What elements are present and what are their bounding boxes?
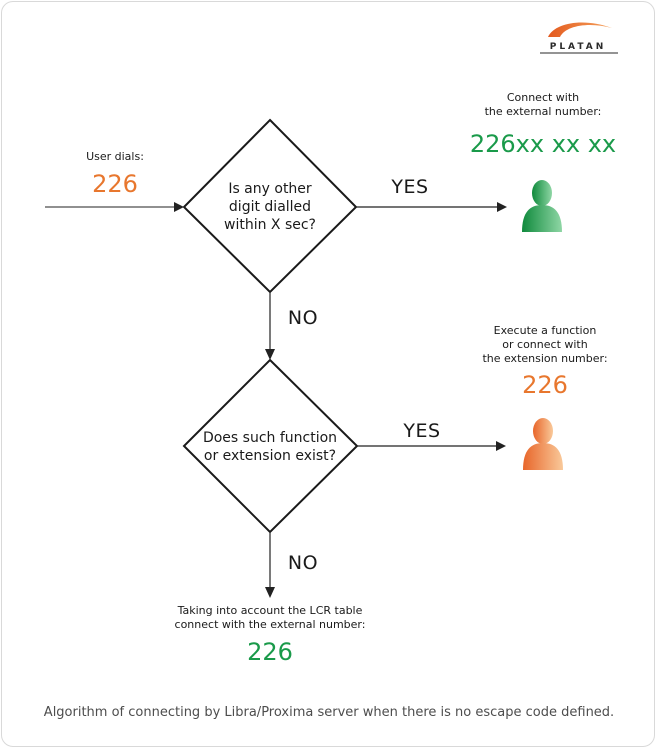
no-1-arrowhead: [265, 349, 275, 360]
decision-2-line: Does such function: [202, 430, 338, 446]
decision-1-line: within X sec?: [224, 217, 316, 233]
result-2-number: 226: [522, 371, 568, 399]
result-3-label: [160, 604, 380, 632]
no-2-arrowhead: [265, 587, 275, 598]
result-1-line: the external number:: [484, 105, 602, 118]
decision-1-line: digit dialled: [228, 199, 312, 215]
result-2-line: or connect with: [502, 338, 588, 351]
no-1-label: NO: [287, 307, 319, 329]
result-2-line: the extension number:: [482, 352, 608, 365]
result-1-line: Connect with: [506, 91, 580, 104]
decision-2-question: [193, 429, 347, 465]
green-person-icon: [522, 180, 562, 232]
result-3-line: Taking into account the LCR table: [177, 604, 363, 617]
orange-person-icon: [523, 418, 563, 470]
entry-arrowhead: [174, 202, 184, 212]
result-2-line: Execute a function: [493, 324, 597, 337]
result-3-line: connect with the external number:: [174, 618, 366, 631]
yes-2-label: YES: [403, 420, 441, 442]
result-1-number: 226xx xx xx: [469, 130, 617, 158]
result-1-label: [468, 91, 618, 119]
no-2-label: NO: [287, 552, 319, 574]
yes-2-arrowhead: [496, 441, 506, 451]
decision-1-question: [195, 180, 345, 234]
decision-2-line: or extension exist?: [203, 448, 337, 464]
decision-1-line: Is any other: [228, 181, 312, 197]
yes-1-arrowhead: [497, 202, 507, 212]
yes-1-label: YES: [391, 176, 429, 198]
platan-logo-text: PLATAN: [549, 42, 607, 52]
result-2-label: [470, 324, 620, 366]
diagram-caption: Algorithm of connecting by Libra/Proxima server when there is no escape code defined.: [43, 705, 615, 720]
result-3-number: 226: [247, 638, 293, 666]
start-number: 226: [92, 170, 138, 198]
platan-logo-icon: [548, 22, 612, 37]
start-label: User dials:: [86, 150, 144, 163]
